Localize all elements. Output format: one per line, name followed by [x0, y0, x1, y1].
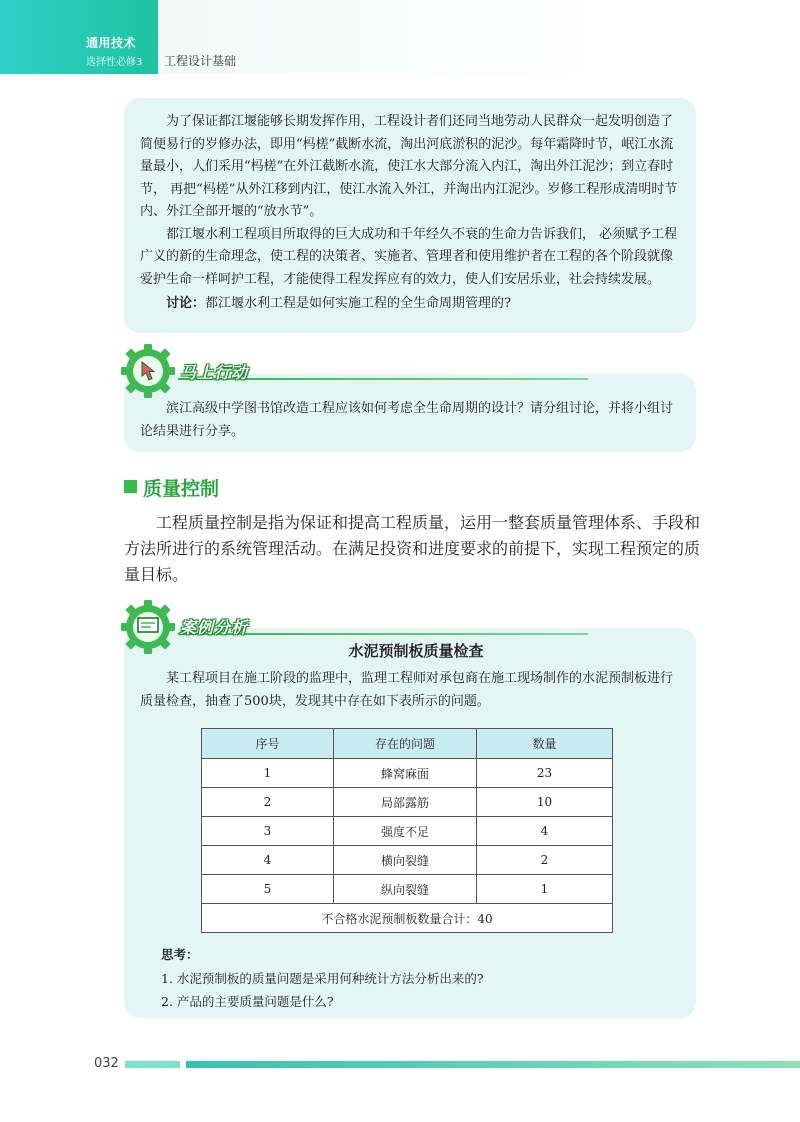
table-total-row	[202, 904, 613, 933]
section-title: 质量控制	[143, 478, 220, 500]
table-cell: 局部露筋	[334, 788, 477, 817]
case-paragraph: 都江堰水利工程项目所取得的巨大成功和千年经久不衰的生命力告诉我们， 必须赋予工程广义的新的生命理念，使工程的决策者、实施者、管理者和使用维护者在工程的各个阶段就像爱护生命一样呵护工程，才能使得工程发挥应有的效力，使人们安居乐业，社会持续发展。	[140, 226, 678, 287]
column-header: 序号	[202, 729, 334, 759]
table-cell: 4	[202, 846, 334, 875]
book-volume: 选择性必修3	[86, 57, 143, 68]
case-panel-dujiangyan	[124, 98, 696, 333]
table-cell: 1	[477, 875, 613, 904]
table-row	[202, 788, 613, 817]
case-badge-label: 案例分析	[180, 618, 249, 637]
chapter-title: 工程设计基础	[164, 54, 237, 68]
table-cell: 23	[477, 759, 613, 788]
table-total: 不合格水泥预制板数量合计：40	[202, 904, 613, 933]
table-cell: 2	[202, 788, 334, 817]
column-header: 存在的问题	[334, 729, 477, 759]
discussion-text: 都江堰水利工程是如何实施工程的全生命周期管理的?	[205, 296, 511, 311]
table-cell: 强度不足	[334, 817, 477, 846]
table-cell: 5	[202, 875, 334, 904]
think-label: 思考：	[161, 947, 199, 962]
header-fade	[158, 0, 800, 74]
section-marker-icon	[124, 480, 137, 493]
think-question: 2. 产品的主要质量问题是什么?	[161, 994, 334, 1009]
action-badge-label: 马上行动	[180, 363, 249, 382]
case-paragraph: 为了保证都江堰能够长期发挥作用，工程设计者们还同当地劳动人民群众一起发明创造了简便易行的岁修办法，即用“杩槎”截断水流，淘出河底淤积的泥沙。每年霜降时节，岷江水流量最小，人们采用“杩槎”在外江截断水流，使江水大部分流入内江，淘出外江泥沙；到立春时节， 再把“杩槎”从外江移到内江，使江水流入外江，并淘出内江泥沙。岁修工程形成清明时节内、外江全部开堰的“放水节”。	[140, 114, 678, 219]
case-title: 水泥预制板质量检查	[348, 642, 484, 660]
table-header-row	[202, 729, 613, 759]
table-row	[202, 875, 613, 904]
table-row	[202, 817, 613, 846]
quality-issue-table	[201, 728, 613, 933]
gear-hand-icon	[118, 342, 180, 400]
discussion	[140, 293, 682, 316]
case-intro: 某工程项目在施工阶段的监理中，监理工程师对承包商在施工现场制作的水泥预制板进行质量检查，抽查了500块，发现其中存在如下表所示的问题。	[140, 671, 674, 709]
table-cell: 纵向裂缝	[334, 875, 477, 904]
page-number: 032	[94, 1056, 119, 1071]
think-question: 1. 水泥预制板的质量问题是采用何种统计方法分析出来的?	[161, 971, 484, 986]
table-cell: 1	[202, 759, 334, 788]
table-cell: 3	[202, 817, 334, 846]
table-cell: 蜂窝麻面	[334, 759, 477, 788]
table-cell: 4	[477, 817, 613, 846]
section-body: 工程质量控制是指为保证和提高工程质量，运用一整套质量管理体系、手段和方法所进行的系统管理活动。在满足投资和进度要求的前提下，实现工程预定的质量目标。	[124, 513, 701, 584]
table-cell: 2	[477, 846, 613, 875]
footer-bar-long	[186, 1061, 800, 1068]
footer-bar-short	[125, 1061, 180, 1068]
table-cell: 10	[477, 788, 613, 817]
table-row	[202, 759, 613, 788]
action-text: 滨江高级中学图书馆改造工程应该如何考虑全生命周期的设计？请分组讨论，并将小组讨论结果进行分享。	[140, 401, 674, 439]
discussion-label: 讨论：	[166, 296, 206, 311]
action-panel	[124, 374, 696, 452]
table-row	[202, 846, 613, 875]
column-header: 数量	[477, 729, 613, 759]
book-title: 通用技术	[86, 36, 137, 50]
table-cell: 横向裂缝	[334, 846, 477, 875]
